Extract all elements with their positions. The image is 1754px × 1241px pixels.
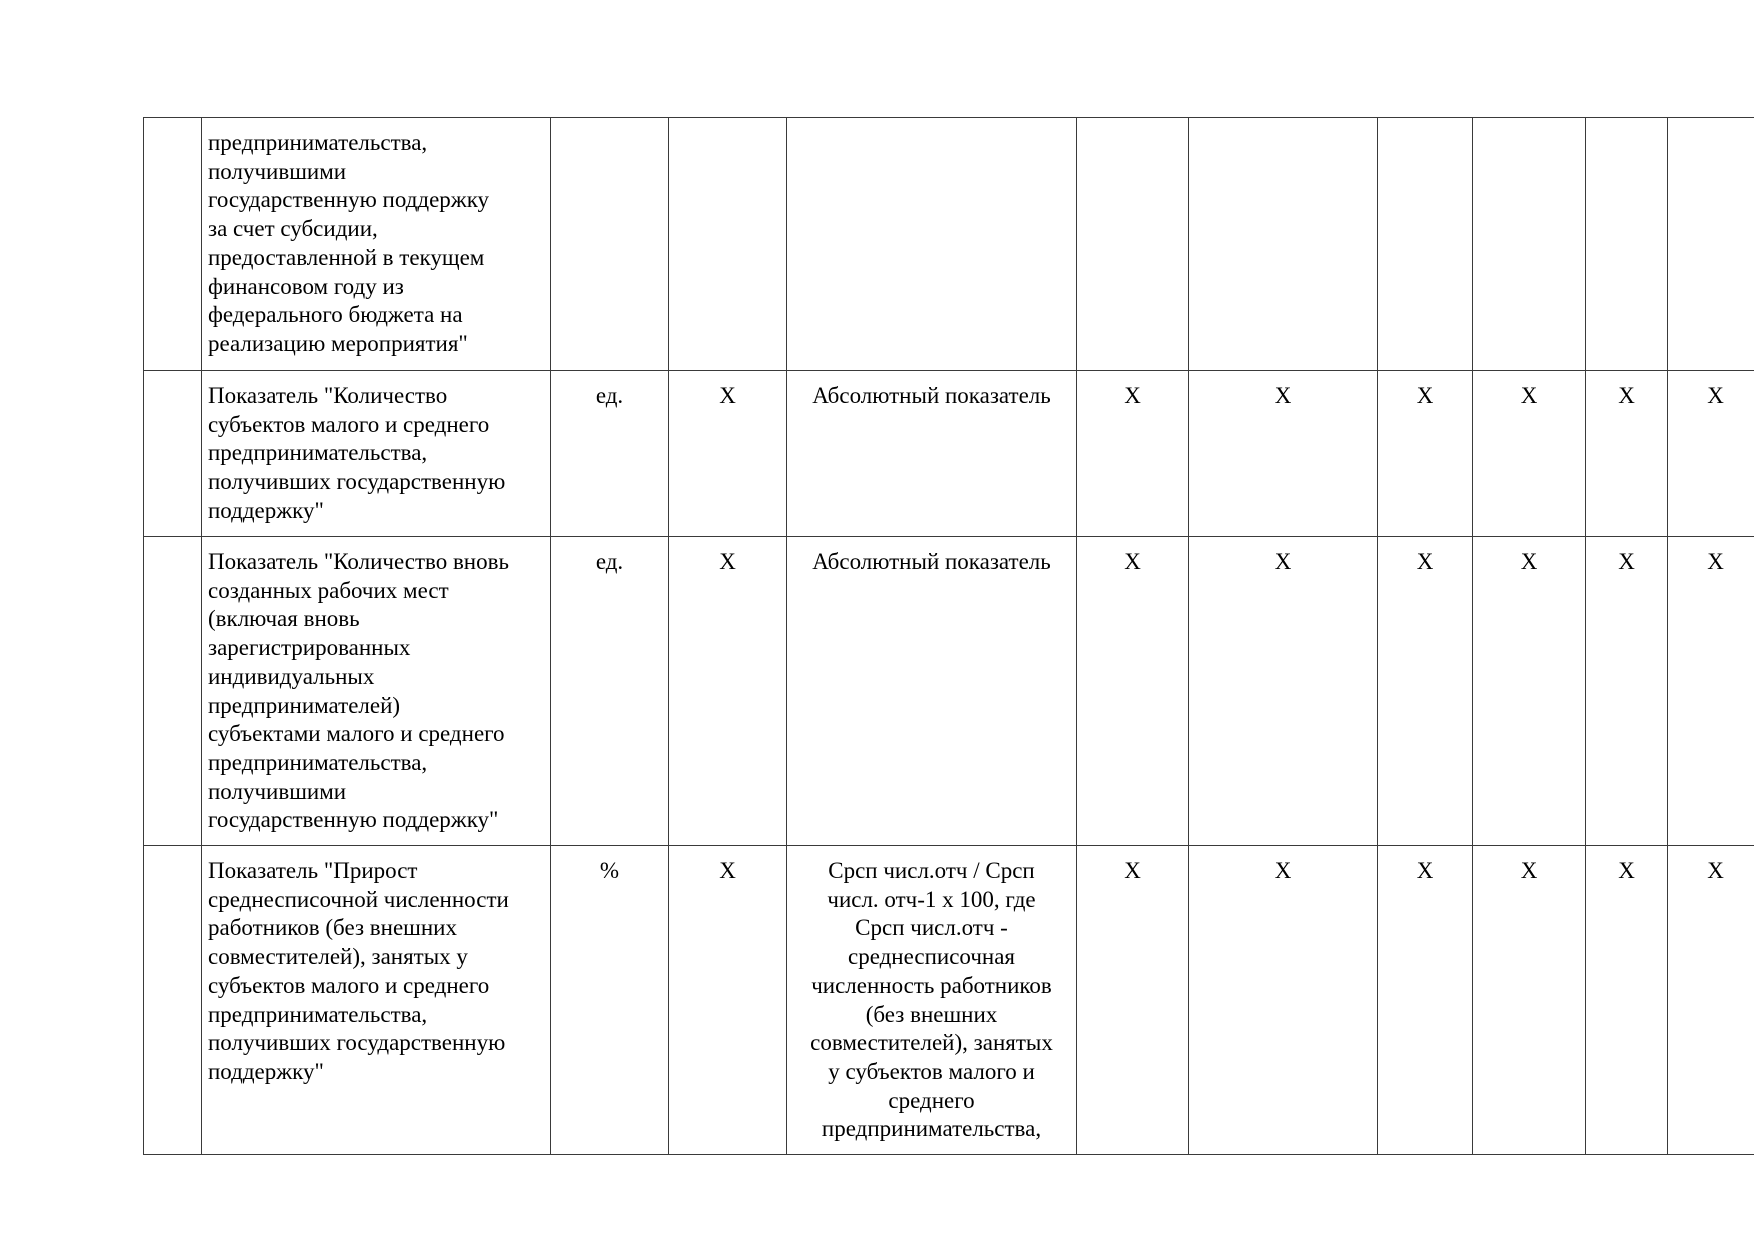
value-cell: X (1378, 846, 1473, 1155)
calculation-method-cell: Абсолютный показатель (787, 537, 1077, 846)
table-row (144, 118, 1754, 371)
indicators-table (143, 117, 1754, 1155)
value-cell: X (1586, 537, 1668, 846)
value-cell (669, 118, 787, 371)
table-row (144, 537, 1754, 846)
value-cell: X (1473, 371, 1586, 537)
indicator-description-cell: предпринимательства, получившими государственную поддержку за счет субсидии, предоставленной в текущем финансовом году из федерального бюджета на реализацию мероприятия" (202, 118, 551, 371)
value-cell: X (1668, 846, 1754, 1155)
value-cell: X (1378, 371, 1473, 537)
value-cell: X (1077, 537, 1189, 846)
value-cell: X (1668, 371, 1754, 537)
value-cell (1189, 118, 1378, 371)
indicator-description-cell: Показатель "Количество субъектов малого и среднего предпринимательства, получивших государственную поддержку" (202, 371, 551, 537)
value-cell: X (1473, 537, 1586, 846)
calculation-method-cell (787, 118, 1077, 371)
value-cell: X (669, 846, 787, 1155)
value-cell: X (1586, 846, 1668, 1155)
row-number-cell (144, 118, 202, 371)
value-cell: X (669, 371, 787, 537)
value-cell: X (1189, 537, 1378, 846)
value-cell: X (1077, 846, 1189, 1155)
calculation-method-cell: Срсп числ.отч / Срсп числ. отч-1 x 100, где Срсп числ.отч - среднесписочная численность работников (без внешних совместителей), занятых у субъектов малого и среднего предпринимательства, (787, 846, 1077, 1155)
value-cell (1668, 118, 1754, 371)
row-number-cell (144, 537, 202, 846)
calculation-method-cell: Абсолютный показатель (787, 371, 1077, 537)
table-row (144, 371, 1754, 537)
value-cell: X (1189, 371, 1378, 537)
value-cell: X (1077, 371, 1189, 537)
row-number-cell (144, 371, 202, 537)
unit-cell (551, 118, 669, 371)
value-cell (1473, 118, 1586, 371)
value-cell: X (669, 537, 787, 846)
value-cell (1586, 118, 1668, 371)
unit-cell: ед. (551, 537, 669, 846)
value-cell: X (1668, 537, 1754, 846)
value-cell: X (1378, 537, 1473, 846)
row-number-cell (144, 846, 202, 1155)
value-cell: X (1189, 846, 1378, 1155)
value-cell: X (1586, 371, 1668, 537)
unit-cell: % (551, 846, 669, 1155)
unit-cell: ед. (551, 371, 669, 537)
value-cell (1077, 118, 1189, 371)
value-cell: X (1473, 846, 1586, 1155)
indicator-description-cell: Показатель "Количество вновь созданных рабочих мест (включая вновь зарегистрированных индивидуальных предпринимателей) субъектами малого и среднего предпринимательства, получившими государственную поддержку" (202, 537, 551, 846)
table-row (144, 846, 1754, 1155)
indicator-description-cell: Показатель "Прирост среднесписочной численности работников (без внешних совместителей), занятых у субъектов малого и среднего предпринимательства, получивших государственную поддержку" (202, 846, 551, 1155)
value-cell (1378, 118, 1473, 371)
